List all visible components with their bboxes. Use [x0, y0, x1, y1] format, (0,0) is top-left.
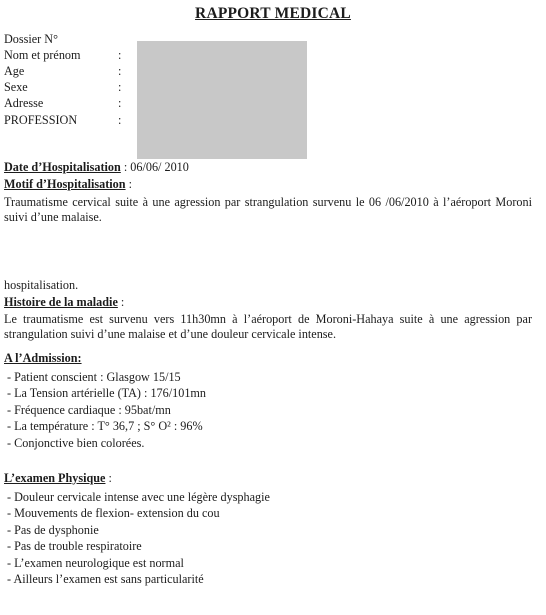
identity-label: Adresse: [4, 96, 44, 111]
patient-identity-block: [4, 31, 126, 128]
list-item: - Conjonctive bien colorées.: [7, 436, 206, 452]
examen-heading-line: [4, 471, 112, 486]
identity-row-dossier: [4, 31, 126, 47]
report-title: RAPPORT MEDICAL: [195, 5, 351, 22]
redaction-box: [137, 41, 307, 159]
list-item: - Patient conscient : Glasgow 15/15: [7, 370, 206, 386]
examen-list: [7, 490, 270, 588]
hospitalisation-date-line: [4, 160, 189, 175]
list-item: - La Tension artérielle (TA) : 176/101mn: [7, 386, 206, 402]
admission-heading: A l’Admission:: [4, 351, 82, 365]
list-item: - Douleur cervicale intense avec une légère dysphagie: [7, 490, 270, 506]
identity-colon: :: [118, 96, 122, 111]
identity-row-sex: [4, 80, 126, 96]
list-item: - Ailleurs l’examen est sans particularité: [7, 572, 270, 588]
identity-colon: :: [118, 80, 122, 95]
motif-heading-line: [4, 177, 132, 192]
motif-label: Motif d’Hospitalisation: [4, 177, 126, 191]
identity-label: PROFESSION: [4, 112, 78, 127]
list-item: - La température : T° 36,7 ; S° O² : 96%: [7, 419, 206, 435]
examen-label: L’examen Physique: [4, 471, 106, 485]
identity-row-profession: [4, 112, 126, 128]
histoire-label: Histoire de la maladie: [4, 295, 118, 309]
examen-suffix: :: [105, 471, 112, 485]
identity-label: Nom et prénom: [4, 47, 81, 62]
hospitalisation-date-label: Date d’Hospitalisation: [4, 160, 121, 174]
identity-row-address: [4, 96, 126, 112]
identity-row-age: [4, 63, 126, 79]
histoire-heading-line: [4, 295, 124, 310]
list-item: - Pas de trouble respiratoire: [7, 539, 270, 555]
admission-list: [7, 370, 206, 452]
identity-row-name: [4, 47, 126, 63]
hospitalisation-date-value: : 06/06/ 2010: [120, 160, 189, 174]
identity-colon: :: [118, 47, 122, 62]
identity-label: Age: [4, 63, 25, 78]
histoire-suffix: :: [117, 295, 125, 309]
identity-label: Dossier N°: [4, 31, 58, 46]
list-item: - Pas de dysphonie: [7, 523, 270, 539]
identity-label: Sexe: [4, 80, 28, 95]
list-item: - Fréquence cardiaque : 95bat/mn: [7, 403, 206, 419]
identity-colon: :: [118, 112, 122, 127]
list-item: - L’examen neurologique est normal: [7, 556, 270, 572]
hospitalisation-word: hospitalisation.: [4, 278, 79, 292]
histoire-text: Le traumatisme est survenu vers 11h30mn à l’aéroport de Moroni-Hahaya suite à une agression par strangulation suivi d’une malaise et d’une douleur cervicale intense.: [4, 312, 532, 341]
identity-colon: :: [118, 63, 122, 78]
motif-text: Traumatisme cervical suite à une agression par strangulation survenu le 06 /06/2010 à l’aéroport Moroni suivi d’une malaise.: [4, 195, 532, 224]
list-item: - Mouvements de flexion- extension du cou: [7, 506, 270, 522]
motif-suffix: :: [125, 177, 132, 191]
